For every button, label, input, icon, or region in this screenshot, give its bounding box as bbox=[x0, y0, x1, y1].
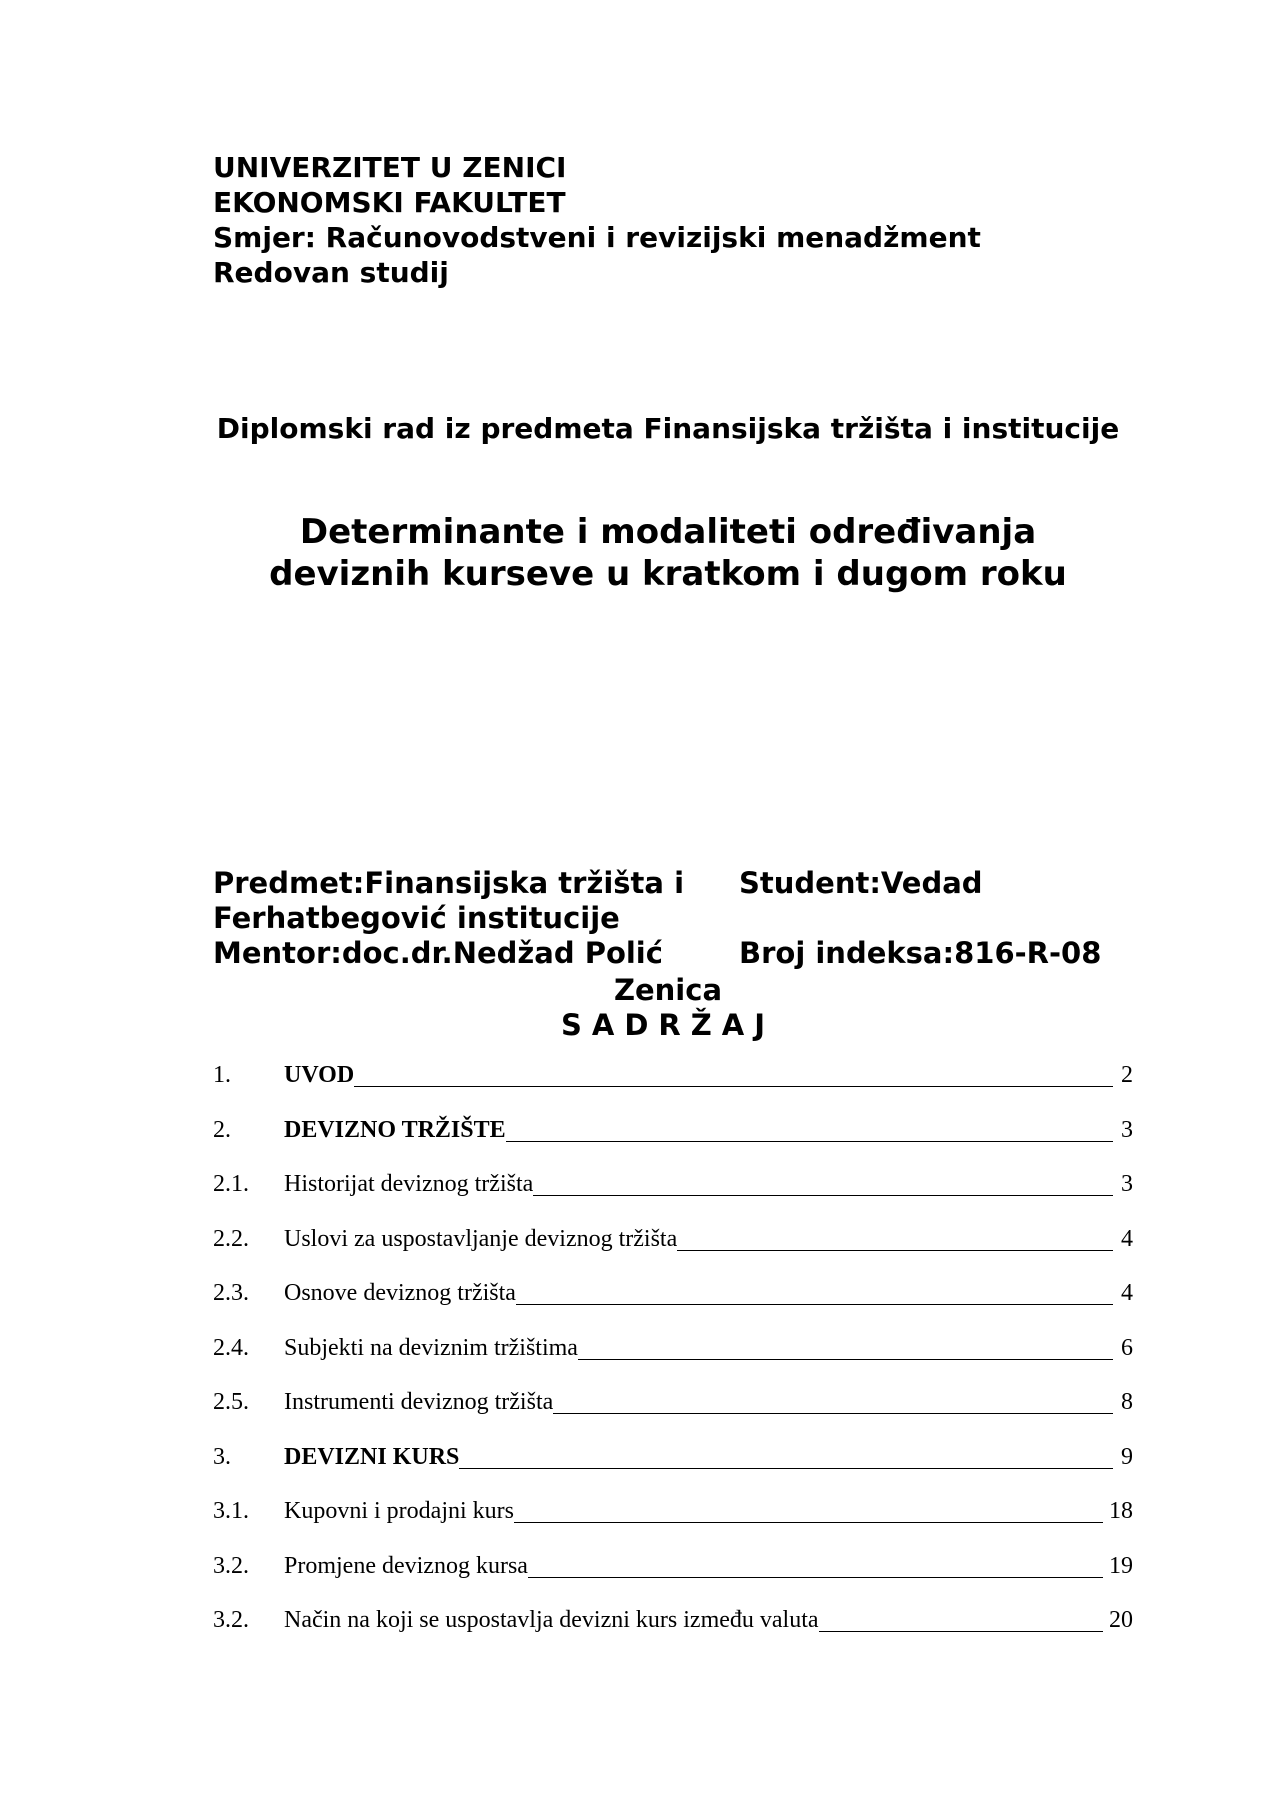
toc-entry-page: 6 bbox=[1121, 1334, 1133, 1361]
toc-entry-page: 3 bbox=[1121, 1116, 1133, 1143]
toc-entry-number: 2.1. bbox=[213, 1171, 249, 1197]
thesis-title-line-1: Determinante i modaliteti određivanja bbox=[299, 512, 1037, 552]
toc-leader-line bbox=[354, 1086, 1113, 1087]
toc-entry-number: 2.4. bbox=[213, 1334, 249, 1361]
university-name: UNIVERZITET U ZENICI bbox=[213, 151, 567, 184]
toc-entry[interactable] bbox=[213, 1278, 1133, 1333]
faculty-name: EKONOMSKI FAKULTET bbox=[213, 186, 566, 219]
toc-entry-number: 3.2. bbox=[213, 1552, 249, 1579]
toc-entry-page: 9 bbox=[1121, 1443, 1133, 1470]
student-surname-line: Ferhatbegović institucije bbox=[213, 901, 620, 935]
toc-entry-title: DEVIZNO TRŽIŠTE bbox=[284, 1116, 506, 1143]
toc-entry-title: Način na koji se uspostavlja devizni kurs između valuta bbox=[284, 1607, 819, 1633]
toc-leader-line bbox=[553, 1413, 1113, 1414]
table-of-contents bbox=[213, 1060, 1133, 1660]
toc-entry-title: UVOD bbox=[284, 1062, 355, 1088]
toc-entry-title: Subjekti na deviznim tržištima bbox=[284, 1334, 578, 1361]
toc-entry[interactable] bbox=[213, 1442, 1133, 1497]
toc-entry-number: 3.1. bbox=[213, 1498, 249, 1524]
contents-heading: SADRŽAJ bbox=[561, 1008, 775, 1042]
toc-leader-line bbox=[528, 1577, 1103, 1578]
toc-leader-line bbox=[819, 1631, 1103, 1632]
city-name: Zenica bbox=[613, 973, 723, 1007]
thesis-title bbox=[213, 511, 1123, 595]
toc-entry[interactable] bbox=[213, 1496, 1133, 1551]
index-number-label: Broj indeksa:816-R-08 bbox=[739, 936, 1102, 970]
toc-entry[interactable] bbox=[213, 1551, 1133, 1606]
toc-leader-line bbox=[506, 1141, 1113, 1142]
toc-entry[interactable] bbox=[213, 1115, 1133, 1170]
toc-leader-line bbox=[533, 1195, 1113, 1196]
toc-leader-line bbox=[514, 1522, 1103, 1523]
thesis-info bbox=[213, 866, 1102, 971]
toc-entry-title: Instrumenti deviznog tržišta bbox=[284, 1389, 554, 1415]
toc-entry-number: 3.2. bbox=[213, 1607, 249, 1633]
toc-leader-line bbox=[677, 1250, 1113, 1251]
toc-entry-page: 8 bbox=[1121, 1389, 1133, 1415]
toc-entry-page: 18 bbox=[1109, 1498, 1133, 1524]
toc-entry[interactable] bbox=[213, 1387, 1133, 1442]
toc-entry-title: Historijat deviznog tržišta bbox=[284, 1171, 534, 1197]
toc-leader-line bbox=[459, 1468, 1113, 1469]
toc-entry-title: Promjene deviznog kursa bbox=[284, 1552, 528, 1579]
toc-leader-line bbox=[578, 1359, 1113, 1360]
toc-entry-title: Osnove deviznog tržišta bbox=[284, 1280, 516, 1306]
toc-entry-number: 2.2. bbox=[213, 1225, 249, 1252]
toc-entry-number: 2. bbox=[213, 1116, 231, 1143]
toc-entry[interactable] bbox=[213, 1333, 1133, 1388]
toc-entry[interactable] bbox=[213, 1605, 1133, 1660]
toc-entry-title: Kupovni i prodajni kurs bbox=[284, 1498, 514, 1524]
toc-entry[interactable] bbox=[213, 1224, 1133, 1279]
mentor-label: Mentor:doc.dr.Nedžad Polić bbox=[213, 936, 663, 970]
toc-entry-number: 1. bbox=[213, 1062, 231, 1088]
study-type: Redovan studij bbox=[213, 256, 449, 289]
toc-entry-number: 2.5. bbox=[213, 1389, 249, 1415]
toc-entry[interactable] bbox=[213, 1060, 1133, 1115]
thesis-subtitle: Diplomski rad iz predmeta Finansijska tržišta i institucije bbox=[216, 412, 1120, 445]
toc-entry-page: 20 bbox=[1109, 1607, 1133, 1633]
thesis-title-line-2: deviznih kurseve u kratkom i dugom roku bbox=[269, 554, 1067, 594]
toc-entry-number: 2.3. bbox=[213, 1280, 249, 1306]
toc-entry-page: 4 bbox=[1121, 1225, 1133, 1252]
document-header bbox=[213, 150, 981, 290]
toc-entry-page: 19 bbox=[1109, 1552, 1133, 1579]
subject-label: Predmet:Finansijska tržišta i bbox=[213, 866, 685, 900]
major-name: Smjer: Računovodstveni i revizijski menadžment bbox=[213, 221, 981, 254]
toc-entry-page: 4 bbox=[1121, 1280, 1133, 1306]
toc-entry-number: 3. bbox=[213, 1443, 231, 1470]
toc-entry-page: 2 bbox=[1121, 1062, 1133, 1088]
toc-leader-line bbox=[516, 1304, 1113, 1305]
toc-entry[interactable] bbox=[213, 1169, 1133, 1224]
toc-entry-page: 3 bbox=[1121, 1171, 1133, 1197]
student-label: Student:Vedad bbox=[739, 866, 983, 900]
toc-entry-title: DEVIZNI KURS bbox=[284, 1443, 460, 1470]
toc-entry-title: Uslovi za uspostavljanje deviznog tržišta bbox=[284, 1225, 678, 1252]
